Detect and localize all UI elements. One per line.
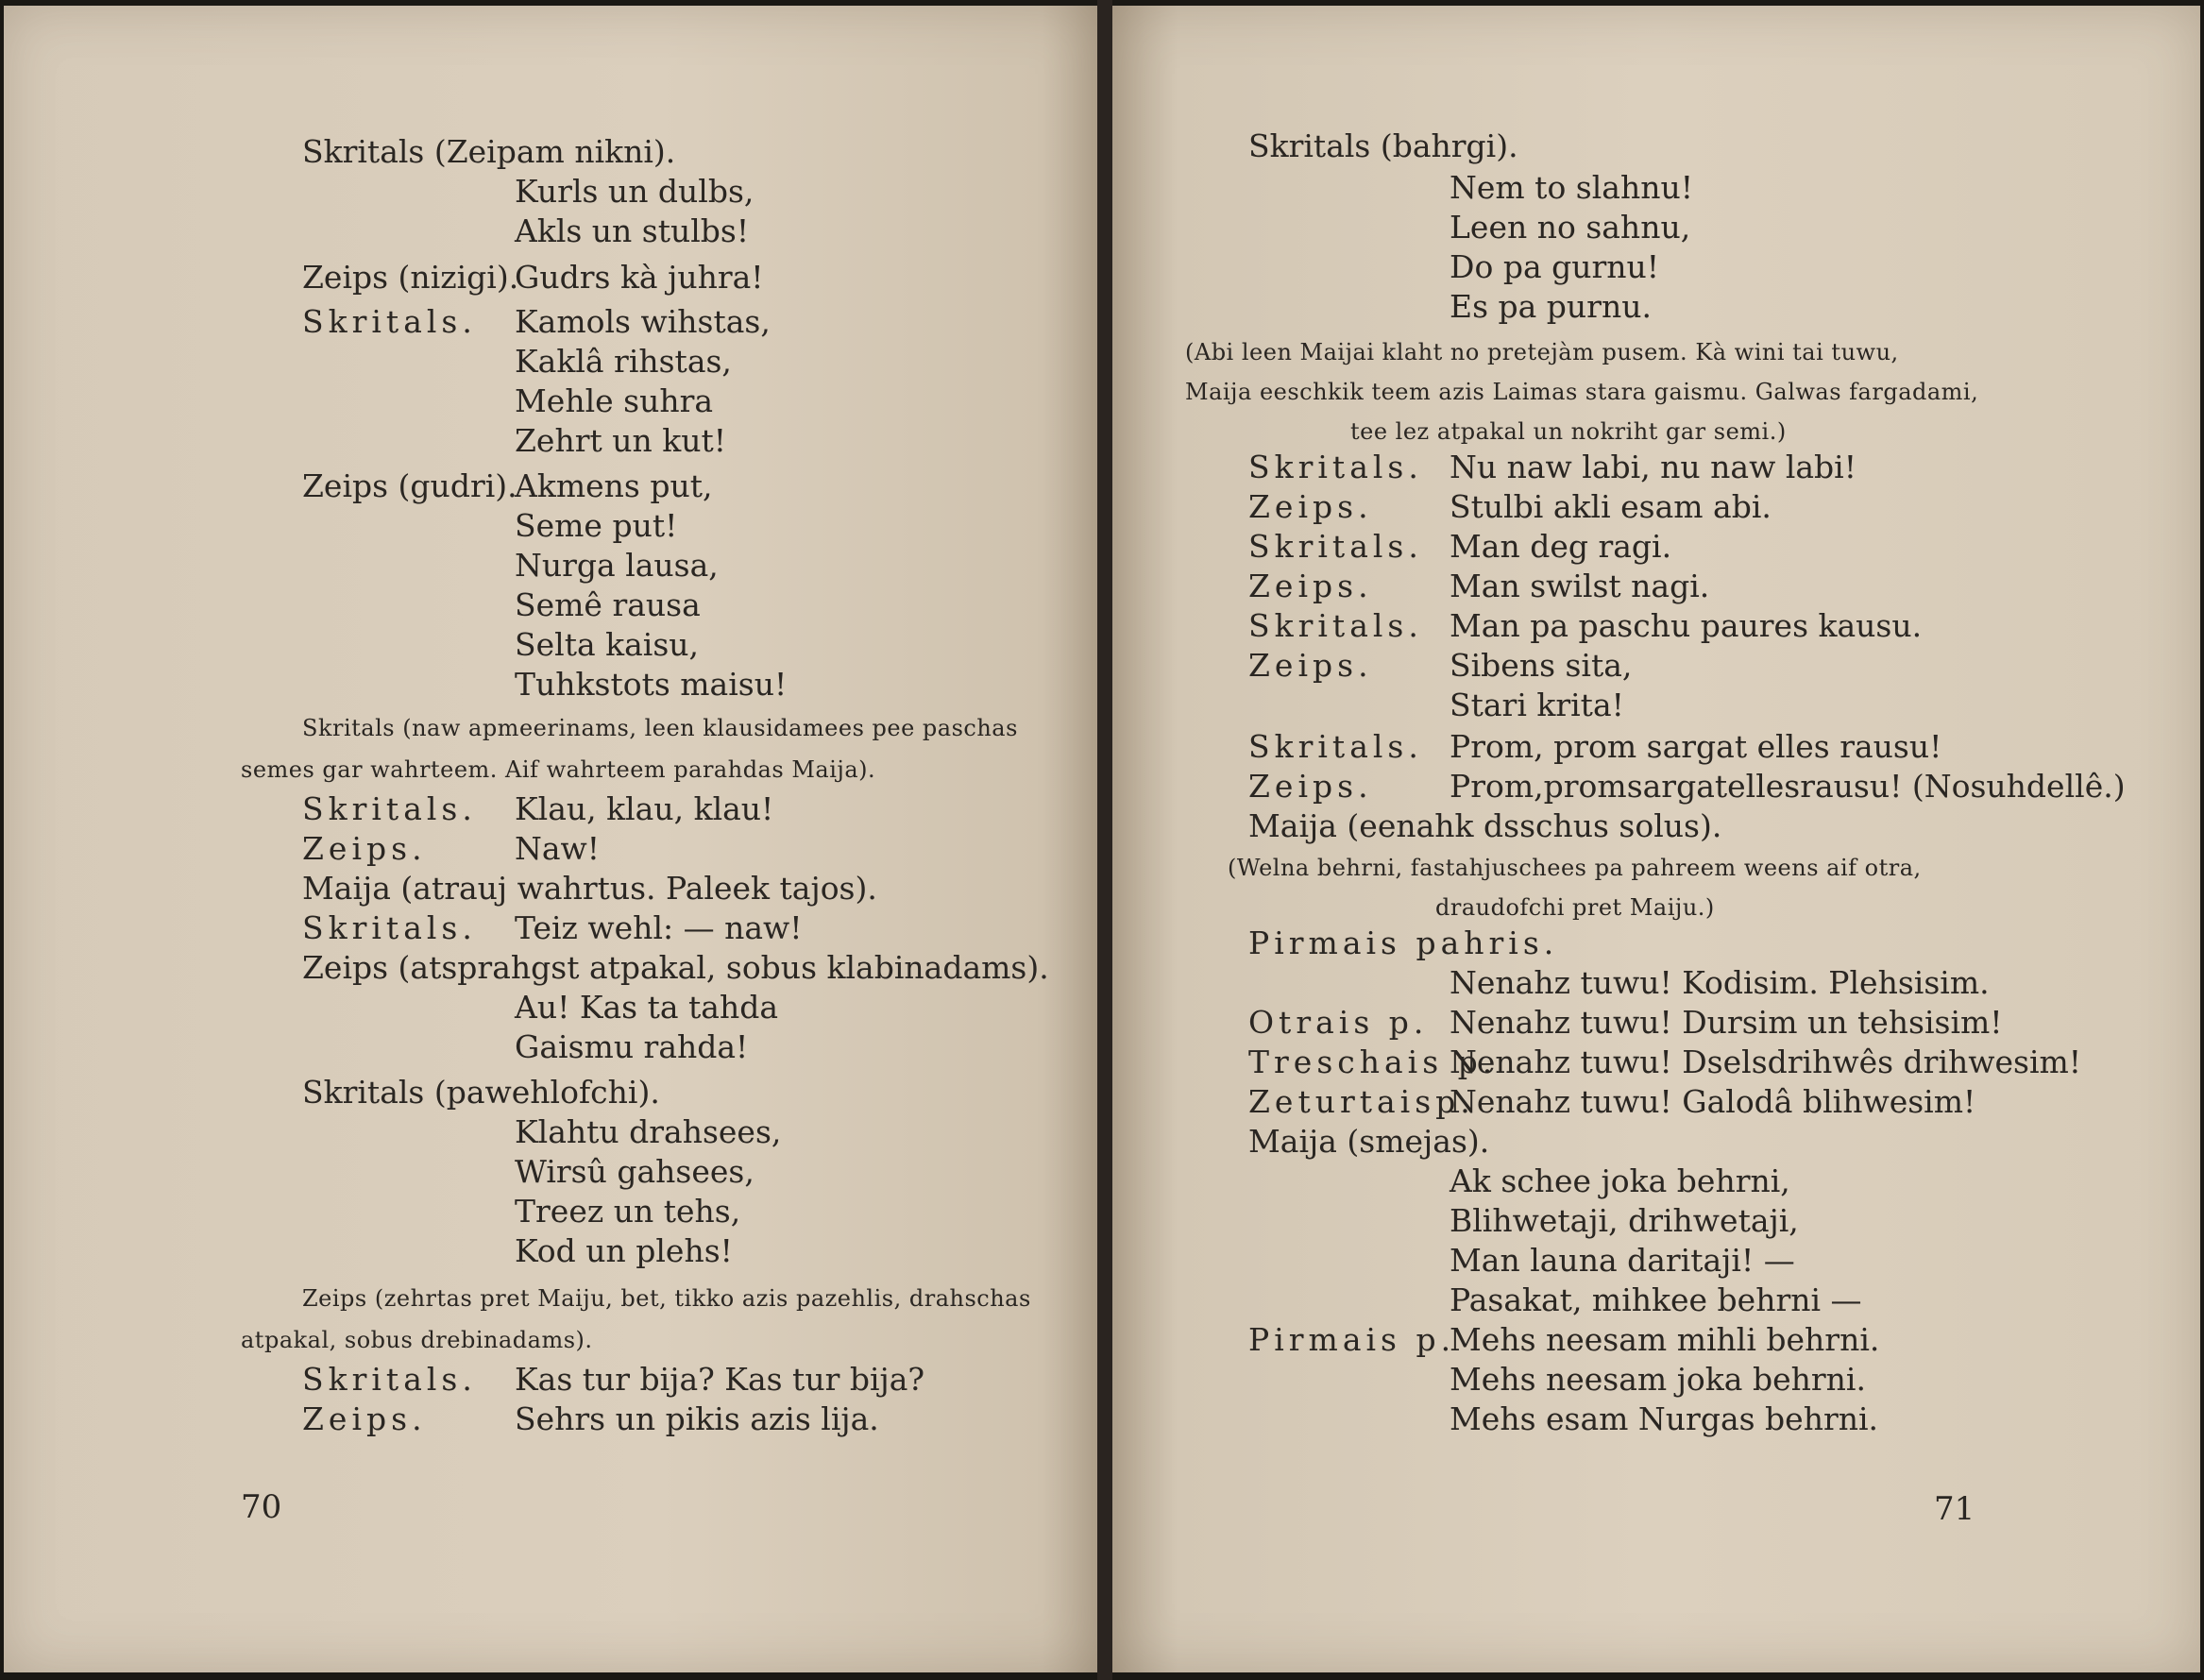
left-text-line: Gaismu rahda! (515, 1028, 749, 1065)
right-text-line: Nenahz tuwu! Dselsdrihwês drihwesim! (1450, 1044, 2082, 1080)
left-text-line: atpakal, sobus drebinadams). (241, 1327, 593, 1353)
right-text-line: Otrais p. (1248, 1004, 1429, 1041)
right-text-line: Nenahz tuwu! Kodisim. Plehsisim. (1450, 964, 1990, 1001)
left-text-line: Teiz wehl: — naw! (515, 909, 803, 946)
left-text-line: Zeips. (302, 830, 427, 867)
left-text-line: Treez un tehs, (515, 1193, 741, 1230)
left-text-line: Skritals. (302, 303, 477, 340)
right-text-line: Pirmais pahris. (1248, 925, 1559, 961)
right-text-line: Es pa purnu. (1450, 288, 1652, 325)
right-text-line: Man pa paschu paures kausu. (1450, 607, 1923, 644)
left-text-line: Skritals. (302, 790, 477, 827)
right-text-line: Skritals. (1248, 528, 1423, 565)
right-text-line: Ak schee joka behrni, (1450, 1162, 1790, 1199)
left-text-line: Kamols wihstas, (515, 303, 771, 340)
left-text-line: Klau, klau, klau! (515, 790, 774, 827)
left-text-line: Tuhkstots maisu! (515, 666, 788, 703)
right-text-line: Nem to slahnu! (1450, 169, 1693, 206)
right-text-line: Stulbi akli esam abi. (1450, 488, 1772, 525)
left-text-line: Zeips (gudri). (302, 467, 517, 504)
left-text-line: Zehrt un kut! (515, 422, 727, 459)
left-text-line: Kurls un dulbs, (515, 173, 754, 210)
right-text-line: Skritals. (1248, 728, 1423, 765)
left-text-line: Zeips (nizigi). (302, 259, 519, 296)
left-text-line: Akmens put, (515, 467, 713, 504)
right-text-line: Nu naw labi, nu naw labi! (1450, 449, 1856, 485)
right-text-line: Mehs neesam mihli behrni. (1450, 1321, 1880, 1358)
right-text-line: Sibens sita, (1450, 647, 1633, 684)
left-text-line: Skritals (Zeipam nikni). (302, 133, 676, 170)
right-text-line: Maija (smejas). (1248, 1123, 1490, 1160)
right-text-line: Prom, prom sargat elles rausu! (1450, 728, 1942, 765)
right-text-line: Pirmais p. (1248, 1321, 1456, 1358)
right-text-line: Do pa gurnu! (1450, 248, 1660, 285)
right-text-line: Man swilst nagi. (1450, 568, 1710, 604)
left-text-line: Selta kaisu, (515, 626, 700, 663)
right-text-line: tee lez atpakal un nokriht gar semi.) (1350, 418, 1787, 445)
right-text-line: Mehs esam Nurgas behrni. (1450, 1400, 1879, 1437)
left-text-line: Kaklâ rihstas, (515, 343, 732, 380)
right-text-line: Pasakat, mihkee behrni — (1450, 1281, 1862, 1318)
left-text-line: semes gar wahrteem. Aif wahrteem parahdas Maija). (241, 756, 876, 783)
left-text-line: Kas tur bija? Kas tur bija? (515, 1361, 925, 1398)
right-text-line: (Abi leen Maijai klaht no pretejàm pusem. Kà wini tai tuwu, (1185, 339, 1899, 365)
left-text-line: Skritals. (302, 1361, 477, 1398)
right-text-line: Zeips. (1248, 768, 1373, 805)
left-text-line: Zeips. (302, 1400, 427, 1437)
right-text-line: Man deg ragi. (1450, 528, 1672, 565)
right-text-line: Maija eeschkik teem azis Laimas stara gaismu. Galwas fargadami, (1185, 379, 1979, 405)
right-text-line: Skritals. (1248, 607, 1423, 644)
right-text-line: Blihwetaji, drihwetaji, (1450, 1202, 1799, 1239)
left-text-line: Gudrs kà juhra! (515, 259, 764, 296)
left-text-line: Skritals (pawehlofchi). (302, 1074, 660, 1111)
right-text-line: Mehs neesam joka behrni. (1450, 1361, 1866, 1398)
left-text-line: Seme put! (515, 507, 678, 544)
right-text-line: Skritals. (1248, 449, 1423, 485)
right-text-line: Nenahz tuwu! Dursim un tehsisim! (1450, 1004, 2003, 1041)
right-text-line: Treschais p. (1248, 1044, 1498, 1080)
right-text-line: Skritals (bahrgi). (1248, 127, 1518, 164)
left-text-line: Zeips (zehrtas pret Maiju, bet, tikko azis pazehlis, drahschas (302, 1285, 1031, 1312)
left-text-line: Sehrs un pikis azis lija. (515, 1400, 879, 1437)
right-text-line: Zeturtaisp. (1248, 1083, 1475, 1120)
left-text-line: Kod un plehs! (515, 1232, 733, 1269)
right-text-line: Zeips. (1248, 568, 1373, 604)
left-text-line: Wirsû gahsees, (515, 1153, 754, 1190)
right-text-line: Leen no sahnu, (1450, 209, 1691, 246)
right-text-line: Nenahz tuwu! Galodâ blihwesim! (1450, 1083, 1976, 1120)
left-text-line: Akls un stulbs! (515, 212, 750, 249)
page-number-right: 71 (1934, 1490, 1975, 1528)
right-text-line: Stari krita! (1450, 687, 1624, 723)
left-text-line: Skritals (naw apmeerinams, leen klausidamees pee paschas (302, 715, 1018, 741)
left-text-line: Skritals. (302, 909, 477, 946)
right-text-line: (Welna behrni, fastahjuschees pa pahreem weens aif otra, (1228, 855, 1922, 881)
left-text-line: Naw! (515, 830, 601, 867)
left-text-line: Klahtu drahsees, (515, 1113, 782, 1150)
page-number-left: 70 (241, 1488, 282, 1526)
right-text-line: Maija (eenahk dsschus solus). (1248, 807, 1722, 844)
right-text-line: Man launa daritaji! — (1450, 1242, 1795, 1279)
right-text-line: draudofchi pret Maiju.) (1435, 894, 1715, 921)
left-text-line: Nurga lausa, (515, 547, 719, 584)
left-text-line: Zeips (atsprahgst atpakal, sobus klabinadams). (302, 949, 1049, 986)
book-gutter (1097, 0, 1112, 1680)
left-text-line: Maija (atrauj wahrtus. Paleek tajos). (302, 870, 877, 907)
right-text-line: Prom,promsargatellesrausu! (Nosuhdellê.) (1450, 768, 2126, 805)
right-text-line: Zeips. (1248, 488, 1373, 525)
right-text-line: Zeips. (1248, 647, 1373, 684)
left-text-line: Au! Kas ta tahda (515, 989, 779, 1026)
left-text-line: Semê rausa (515, 586, 701, 623)
left-text-line: Mehle suhra (515, 382, 714, 419)
